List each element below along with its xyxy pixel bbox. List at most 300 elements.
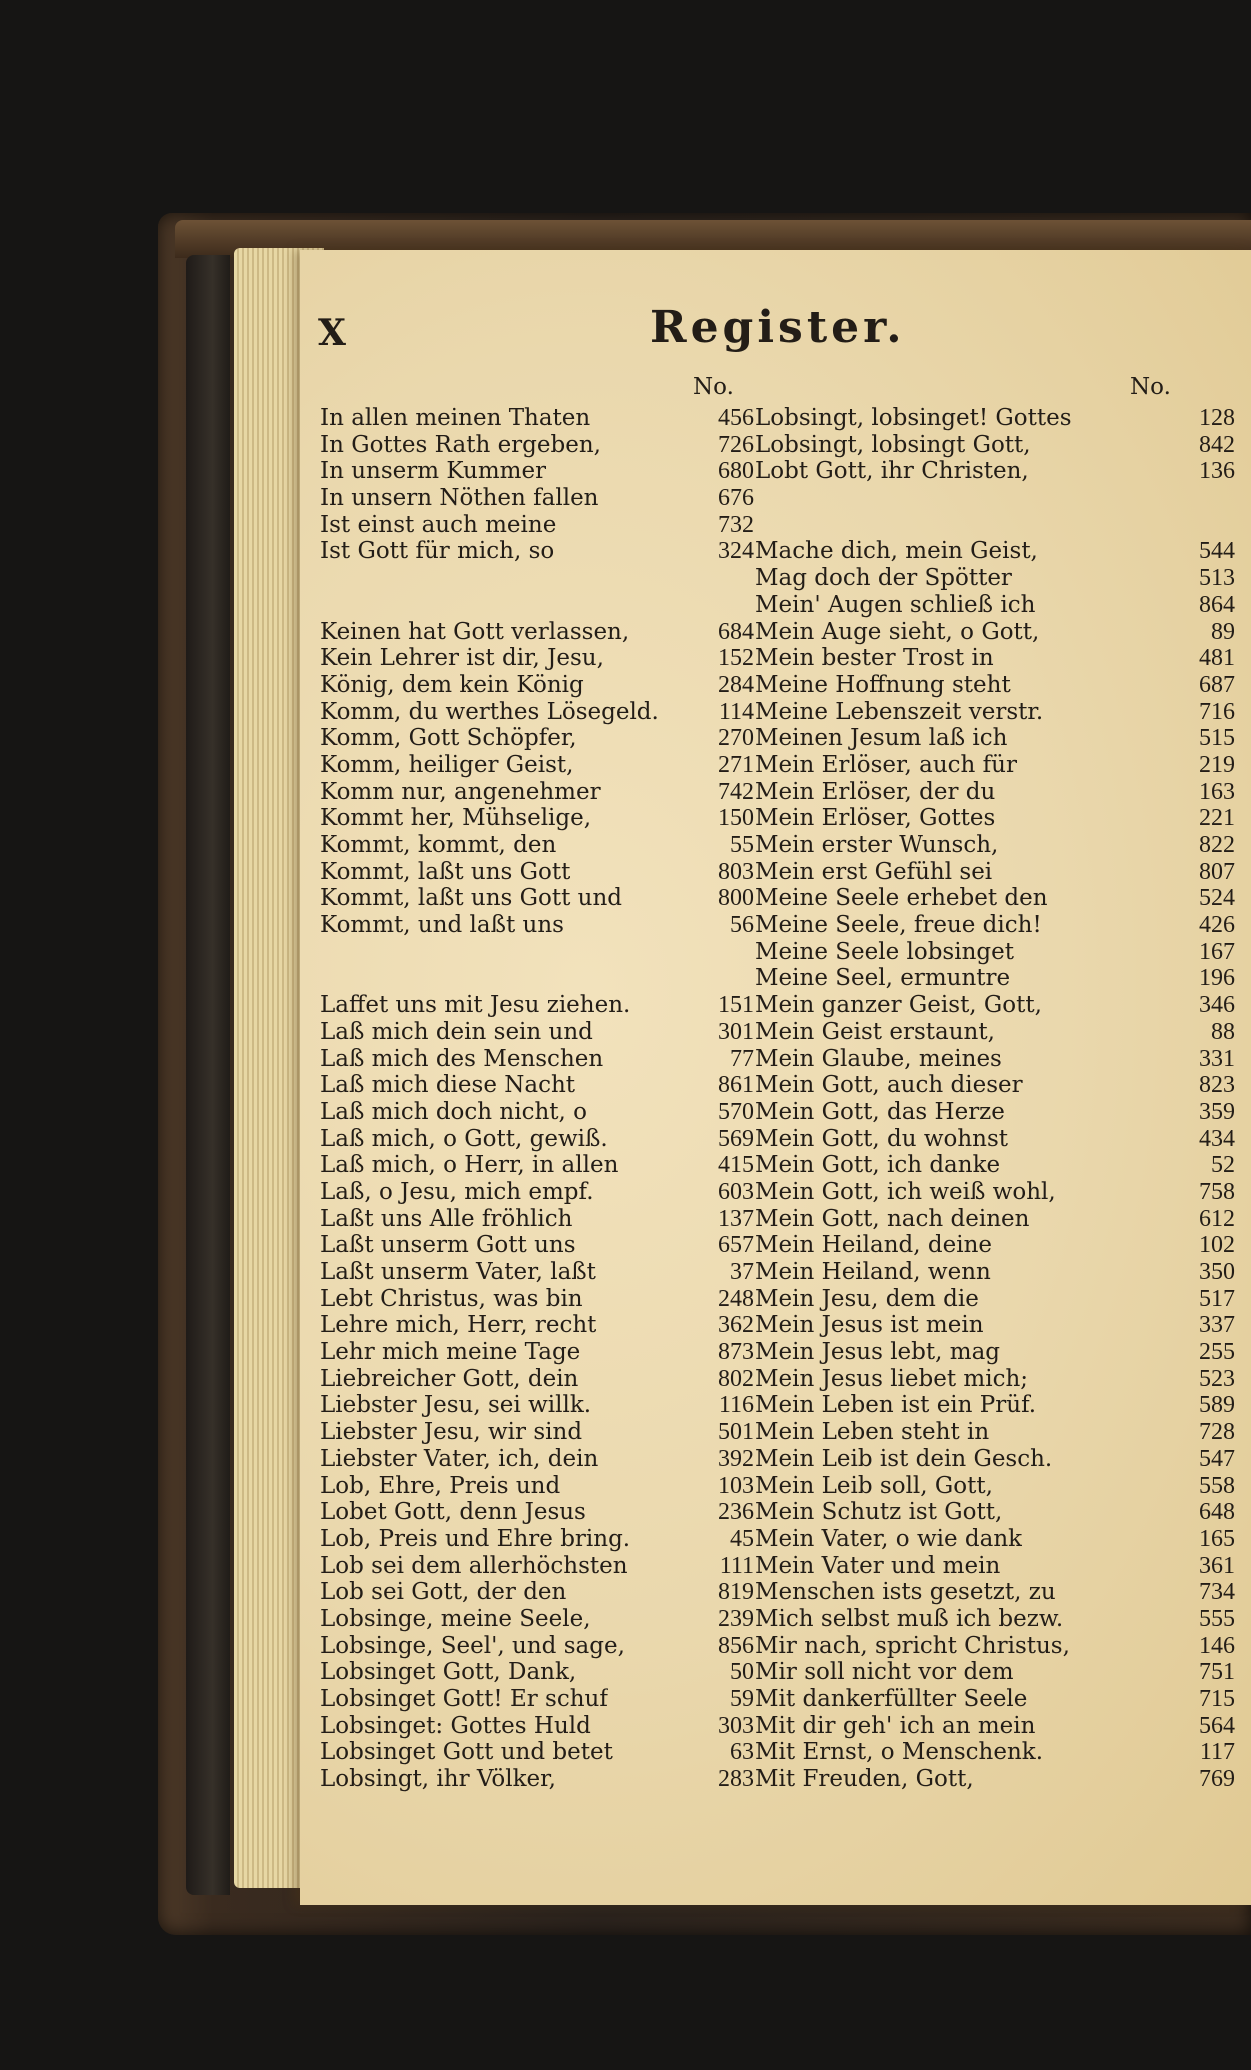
index-entry (320, 1553, 760, 1580)
entry-hymn-number: 331 (1199, 1045, 1235, 1072)
entry-hymn-number: 221 (1199, 805, 1235, 832)
entry-title: Meinen Jesum laß ich (755, 725, 1008, 752)
index-entry (755, 939, 1235, 966)
entry-title: In unsern Nöthen fallen (320, 485, 599, 512)
index-page (300, 250, 1251, 1905)
entry-title: Mit dir geh' ich an mein (755, 1712, 1036, 1739)
index-entry (755, 725, 1235, 752)
page-title: Register. (650, 302, 906, 353)
index-entry (320, 1579, 760, 1606)
index-entry (320, 432, 760, 459)
index-entry (320, 538, 760, 565)
index-column-right (755, 405, 1235, 1793)
entry-hymn-number: 303 (718, 1712, 754, 1739)
index-entry (320, 1659, 760, 1686)
index-entry (320, 1232, 760, 1259)
entry-hymn-number: 732 (718, 511, 754, 538)
index-entry (755, 805, 1235, 832)
entry-title: Mein Gott, auch dieser (755, 1072, 1023, 1099)
entry-hymn-number: 856 (718, 1632, 754, 1659)
entry-hymn-number: 50 (730, 1659, 754, 1686)
entry-hymn-number: 89 (1211, 618, 1235, 645)
entry-title: Mein ganzer Geist, Gott, (755, 992, 1042, 1019)
index-entry (320, 1366, 760, 1393)
entry-hymn-number: 800 (718, 885, 754, 912)
entry-hymn-number: 802 (718, 1365, 754, 1392)
index-entry (755, 1633, 1235, 1660)
index-entry (320, 1099, 760, 1126)
entry-title: Liebster Jesu, wir sind (320, 1419, 583, 1446)
entry-title: Mag doch der Spötter (755, 565, 1012, 592)
entry-hymn-number: 146 (1199, 1632, 1235, 1659)
entry-hymn-number: 346 (1199, 992, 1235, 1019)
entry-title: Laßt uns Alle fröhlich (320, 1205, 573, 1232)
entry-hymn-number: 77 (730, 1045, 754, 1072)
entry-title: Mein Leib soll, Gott, (755, 1472, 993, 1499)
entry-title: Mein Glaube, meines (755, 1045, 1002, 1072)
index-entry (320, 1419, 760, 1446)
entry-title: Mein' Augen schließ ich (755, 591, 1036, 618)
index-entry (320, 992, 760, 1019)
entry-hymn-number: 807 (1199, 858, 1235, 885)
entry-title: In unserm Kummer (320, 458, 547, 485)
index-entry (320, 1766, 760, 1793)
entry-title: Mein bester Trost in (755, 645, 994, 672)
entry-title: Mein Gott, nach deinen (755, 1205, 1030, 1232)
index-entry (320, 1312, 760, 1339)
entry-title: Lob sei Gott, der den (320, 1579, 567, 1606)
entry-hymn-number: 239 (718, 1605, 754, 1632)
entry-title: In allen meinen Thaten (320, 405, 591, 431)
entry-title: Mein Heiland, deine (755, 1232, 993, 1259)
group-spacer (755, 485, 1235, 538)
entry-title: Kommt, kommt, den (320, 832, 557, 859)
index-entry (320, 1259, 760, 1286)
group-spacer (320, 939, 760, 992)
index-entry (755, 1072, 1235, 1099)
entry-title: Mein Vater, o wie dank (755, 1525, 1023, 1552)
entry-hymn-number: 547 (1199, 1445, 1235, 1472)
page-number: X (318, 312, 345, 354)
entry-title: Mein Erlöser, der du (755, 778, 996, 805)
entry-hymn-number: 151 (718, 992, 754, 1019)
entry-hymn-number: 715 (1199, 1686, 1235, 1713)
index-entry (320, 458, 760, 485)
index-entry (320, 1206, 760, 1233)
entry-title: Laffet uns mit Jesu ziehen. (320, 992, 631, 1019)
entry-title: Komm, heiliger Geist, (320, 751, 574, 778)
entry-hymn-number: 270 (718, 725, 754, 752)
index-entry (755, 1206, 1235, 1233)
entry-title: Mein Erlöser, auch für (755, 751, 1017, 778)
index-entry (320, 699, 760, 726)
index-entry (755, 1339, 1235, 1366)
index-entry (320, 672, 760, 699)
entry-title: Liebreicher Gott, dein (320, 1365, 579, 1392)
index-entry (755, 1019, 1235, 1046)
index-entry (320, 1499, 760, 1526)
entry-hymn-number: 544 (1199, 538, 1235, 565)
index-entry (320, 805, 760, 832)
index-entry (320, 1446, 760, 1473)
entry-title: Komm, Gott Schöpfer, (320, 725, 577, 752)
entry-title: Lob sei dem allerhöchsten (320, 1552, 628, 1579)
entry-hymn-number: 612 (1199, 1205, 1235, 1232)
entry-hymn-number: 555 (1199, 1605, 1235, 1632)
index-entry (755, 885, 1235, 912)
entry-hymn-number: 359 (1199, 1098, 1235, 1125)
index-entry (755, 779, 1235, 806)
entry-hymn-number: 716 (1199, 698, 1235, 725)
entry-title: Mein Leib ist dein Gesch. (755, 1445, 1053, 1472)
entry-title: Lobt Gott, ihr Christen, (755, 458, 1029, 485)
entry-hymn-number: 324 (718, 538, 754, 565)
entry-hymn-number: 117 (1199, 1739, 1235, 1766)
entry-hymn-number: 524 (1199, 885, 1235, 912)
index-entry (755, 1046, 1235, 1073)
entry-hymn-number: 63 (730, 1739, 754, 1766)
index-entry (320, 1046, 760, 1073)
entry-hymn-number: 657 (718, 1232, 754, 1259)
entry-hymn-number: 570 (718, 1098, 754, 1125)
index-entry (320, 725, 760, 752)
entry-hymn-number: 37 (730, 1259, 754, 1286)
index-entry (755, 1499, 1235, 1526)
index-entry (320, 1392, 760, 1419)
entry-title: Laß mich des Menschen (320, 1045, 604, 1072)
column-heading-right: No. (1130, 374, 1171, 400)
index-entry (320, 1686, 760, 1713)
index-entry (320, 1739, 760, 1766)
entry-hymn-number: 196 (1199, 965, 1235, 992)
entry-title: Laß mich, o Gott, gewiß. (320, 1125, 608, 1152)
index-entry (755, 432, 1235, 459)
index-entry (320, 1019, 760, 1046)
entry-hymn-number: 861 (718, 1072, 754, 1099)
entry-title: Mein Jesus liebet mich; (755, 1365, 1029, 1392)
index-entry (755, 1419, 1235, 1446)
entry-hymn-number: 676 (718, 485, 754, 512)
index-entry (320, 512, 760, 539)
entry-hymn-number: 283 (718, 1766, 754, 1793)
index-entry (755, 538, 1235, 565)
index-entry (320, 859, 760, 886)
entry-hymn-number: 822 (1199, 832, 1235, 859)
index-entry (320, 1286, 760, 1313)
entry-hymn-number: 726 (718, 431, 754, 458)
entry-hymn-number: 219 (1199, 751, 1235, 778)
entry-title: Meine Seele, freue dich! (755, 912, 1042, 939)
index-entry (755, 992, 1235, 1019)
entry-title: Lobsinget Gott und betet (320, 1739, 613, 1766)
entry-title: Meine Hoffnung steht (755, 671, 1011, 698)
entry-title: Mein Gott, ich danke (755, 1152, 1001, 1179)
index-entry (755, 1579, 1235, 1606)
entry-hymn-number: 680 (718, 458, 754, 485)
entry-title: Lobsingt, ihr Völker, (320, 1766, 556, 1793)
entry-title: Mache dich, mein Geist, (755, 538, 1038, 565)
entry-title: Lobsinget: Gottes Huld (320, 1712, 591, 1739)
entry-title: Lobsinget Gott, Dank, (320, 1659, 577, 1686)
entry-title: Laßt unserm Vater, laßt (320, 1259, 596, 1286)
entry-title: Keinen hat Gott verlassen, (320, 618, 630, 645)
index-entry (320, 1072, 760, 1099)
entry-hymn-number: 523 (1199, 1365, 1235, 1392)
index-entry (320, 1526, 760, 1553)
entry-title: Liebster Jesu, sei willk. (320, 1392, 592, 1419)
entry-hymn-number: 350 (1199, 1259, 1235, 1286)
entry-title: Laß mich doch nicht, o (320, 1098, 587, 1125)
entry-title: Lob, Preis und Ehre bring. (320, 1525, 631, 1552)
entry-title: Mein Gott, du wohnst (755, 1125, 1009, 1152)
index-entry (755, 1312, 1235, 1339)
entry-hymn-number: 751 (1199, 1659, 1235, 1686)
entry-title: Mein Erlöser, Gottes (755, 805, 996, 832)
entry-hymn-number: 803 (718, 858, 754, 885)
entry-hymn-number: 742 (718, 778, 754, 805)
index-entry (320, 485, 760, 512)
entry-hymn-number: 873 (718, 1339, 754, 1366)
entry-title: Lehre mich, Herr, recht (320, 1312, 597, 1339)
entry-title: Mein Vater und mein (755, 1552, 1001, 1579)
index-entry (755, 592, 1235, 619)
entry-title: Laßt unserm Gott uns (320, 1232, 576, 1259)
entry-title: Kommt, laßt uns Gott (320, 858, 571, 885)
entry-hymn-number: 116 (718, 1392, 754, 1419)
entry-hymn-number: 150 (718, 805, 754, 832)
entry-hymn-number: 102 (1199, 1232, 1235, 1259)
column-heading-left: No. (693, 374, 734, 400)
index-entry (755, 1473, 1235, 1500)
index-entry (755, 565, 1235, 592)
entry-title: Lobsinget Gott! Er schuf (320, 1686, 608, 1713)
index-entry (755, 1686, 1235, 1713)
entry-title: König, dem kein König (320, 671, 584, 698)
index-entry (755, 405, 1235, 432)
entry-hymn-number: 734 (1199, 1579, 1235, 1606)
index-entry (755, 1099, 1235, 1126)
entry-title: Mein Gott, das Herze (755, 1098, 1005, 1125)
index-entry (755, 965, 1235, 992)
index-entry (320, 1713, 760, 1740)
entry-hymn-number: 52 (1211, 1152, 1235, 1179)
index-entry (755, 859, 1235, 886)
index-entry (320, 752, 760, 779)
index-column-left (320, 405, 760, 1793)
entry-hymn-number: 513 (1199, 565, 1235, 592)
entry-title: Mein Schutz ist Gott, (755, 1499, 1003, 1526)
index-entry (755, 1739, 1235, 1766)
index-entry (755, 672, 1235, 699)
index-entry (755, 1366, 1235, 1393)
index-entry (755, 1286, 1235, 1313)
entry-title: Mein Leben steht in (755, 1419, 990, 1446)
index-entry (320, 832, 760, 859)
entry-hymn-number: 301 (718, 1018, 754, 1045)
index-entry (755, 1152, 1235, 1179)
entry-title: Ist einst auch meine (320, 511, 557, 538)
entry-title: Lob, Ehre, Preis und (320, 1472, 561, 1499)
index-entry (320, 912, 760, 939)
entry-hymn-number: 361 (1199, 1552, 1235, 1579)
index-entry (320, 1606, 760, 1633)
entry-hymn-number: 163 (1199, 778, 1235, 805)
entry-title: Mein erst Gefühl sei (755, 858, 993, 885)
entry-hymn-number: 271 (718, 751, 754, 778)
entry-hymn-number: 564 (1199, 1712, 1235, 1739)
index-entry (320, 1179, 760, 1206)
entry-title: Laß mich, o Herr, in allen (320, 1152, 619, 1179)
entry-hymn-number: 59 (730, 1686, 754, 1713)
entry-title: Mich selbst muß ich bezw. (755, 1605, 1064, 1632)
entry-title: Lobsinge, Seel', und sage, (320, 1632, 625, 1659)
entry-hymn-number: 103 (718, 1472, 754, 1499)
entry-title: Menschen ists gesetzt, zu (755, 1579, 1056, 1606)
index-entry (755, 1232, 1235, 1259)
entry-title: Meine Seele erhebet den (755, 885, 1048, 912)
index-entry (755, 1553, 1235, 1580)
entry-hymn-number: 255 (1199, 1339, 1235, 1366)
entry-title: Lobsingt, lobsingt Gott, (755, 431, 1031, 458)
entry-hymn-number: 434 (1199, 1125, 1235, 1152)
entry-hymn-number: 648 (1199, 1499, 1235, 1526)
entry-hymn-number: 842 (1199, 431, 1235, 458)
entry-title: Laß, o Jesu, mich empf. (320, 1178, 594, 1205)
entry-title: Mein erster Wunsch, (755, 832, 999, 859)
group-spacer (320, 565, 760, 618)
entry-title: Mein Auge sieht, o Gott, (755, 618, 1040, 645)
entry-hymn-number: 152 (718, 645, 754, 672)
entry-title: Mit dankerfüllter Seele (755, 1686, 1028, 1713)
index-entry (320, 779, 760, 806)
entry-hymn-number: 758 (1199, 1178, 1235, 1205)
entry-hymn-number: 589 (1199, 1392, 1235, 1419)
entry-hymn-number: 111 (719, 1552, 754, 1579)
entry-title: Lebt Christus, was bin (320, 1285, 583, 1312)
index-entry (320, 1339, 760, 1366)
entry-hymn-number: 284 (718, 671, 754, 698)
index-entry (755, 645, 1235, 672)
entry-hymn-number: 415 (718, 1152, 754, 1179)
entry-hymn-number: 136 (1199, 458, 1235, 485)
entry-hymn-number: 392 (718, 1445, 754, 1472)
entry-hymn-number: 45 (730, 1525, 754, 1552)
entry-hymn-number: 819 (718, 1579, 754, 1606)
entry-hymn-number: 165 (1199, 1525, 1235, 1552)
entry-hymn-number: 362 (718, 1312, 754, 1339)
entry-hymn-number: 558 (1199, 1472, 1235, 1499)
index-entry (755, 1713, 1235, 1740)
entry-title: Lehr mich meine Tage (320, 1339, 581, 1366)
entry-title: Mein Leben ist ein Prüf. (755, 1392, 1037, 1419)
entry-title: Ist Gott für mich, so (320, 538, 555, 565)
index-entry (755, 1766, 1235, 1793)
book-spine-edge (186, 255, 230, 1895)
entry-title: Kein Lehrer ist dir, Jesu, (320, 645, 604, 672)
index-entry (755, 752, 1235, 779)
entry-hymn-number: 88 (1211, 1018, 1235, 1045)
index-entry (755, 1659, 1235, 1686)
entry-title: Meine Seele lobsinget (755, 938, 1014, 965)
entry-hymn-number: 137 (718, 1205, 754, 1232)
index-entry (755, 699, 1235, 726)
index-entry (320, 885, 760, 912)
entry-title: Mit Freuden, Gott, (755, 1766, 974, 1793)
entry-hymn-number: 114 (718, 698, 754, 725)
index-entry (320, 1633, 760, 1660)
index-entry (755, 1126, 1235, 1153)
entry-hymn-number: 56 (730, 912, 754, 939)
entry-hymn-number: 481 (1199, 645, 1235, 672)
entry-hymn-number: 55 (730, 832, 754, 859)
index-entry (320, 1473, 760, 1500)
index-entry (320, 1126, 760, 1153)
entry-title: Kommt her, Mühselige, (320, 805, 592, 832)
index-entry (755, 912, 1235, 939)
entry-title: Mein Jesus lebt, mag (755, 1339, 1001, 1366)
index-entry (755, 1606, 1235, 1633)
entry-hymn-number: 603 (718, 1178, 754, 1205)
entry-title: Kommt, laßt uns Gott und (320, 885, 622, 912)
entry-title: Mein Jesus ist mein (755, 1312, 984, 1339)
entry-title: Mir nach, spricht Christus, (755, 1632, 1070, 1659)
entry-hymn-number: 728 (1199, 1419, 1235, 1446)
entry-hymn-number: 248 (718, 1285, 754, 1312)
index-entry (320, 405, 760, 432)
index-entry (755, 832, 1235, 859)
entry-title: Laß mich dein sein und (320, 1018, 593, 1045)
entry-title: Mein Geist erstaunt, (755, 1018, 995, 1045)
entry-title: Mein Heiland, wenn (755, 1259, 991, 1286)
entry-hymn-number: 687 (1199, 671, 1235, 698)
entry-hymn-number: 569 (718, 1125, 754, 1152)
index-entry (755, 1259, 1235, 1286)
entry-title: Mir soll nicht vor dem (755, 1659, 1014, 1686)
entry-title: Mein Gott, ich weiß wohl, (755, 1178, 1056, 1205)
entry-title: Lobsinge, meine Seele, (320, 1605, 591, 1632)
index-entry (755, 1526, 1235, 1553)
entry-hymn-number: 337 (1199, 1312, 1235, 1339)
index-entry (755, 619, 1235, 646)
entry-title: Komm nur, angenehmer (320, 778, 601, 805)
index-entry (320, 619, 760, 646)
entry-hymn-number: 456 (718, 405, 754, 431)
entry-title: Meine Lebenszeit verstr. (755, 698, 1044, 725)
entry-title: In Gottes Rath ergeben, (320, 431, 601, 458)
entry-hymn-number: 823 (1199, 1072, 1235, 1099)
entry-hymn-number: 515 (1199, 725, 1235, 752)
entry-hymn-number: 769 (1199, 1766, 1235, 1793)
entry-title: Mit Ernst, o Menschenk. (755, 1739, 1044, 1766)
entry-title: Lobsingt, lobsinget! Gottes (755, 405, 1072, 431)
entry-title: Lobet Gott, denn Jesus (320, 1499, 586, 1526)
index-entry (320, 645, 760, 672)
entry-hymn-number: 864 (1199, 591, 1235, 618)
entry-title: Kommt, und laßt uns (320, 912, 564, 939)
entry-hymn-number: 167 (1199, 938, 1235, 965)
index-entry (320, 1152, 760, 1179)
entry-hymn-number: 128 (1199, 405, 1235, 431)
index-entry (755, 1392, 1235, 1419)
entry-title: Meine Seel, ermuntre (755, 965, 1011, 992)
index-entry (755, 458, 1235, 485)
entry-title: Mein Jesu, dem die (755, 1285, 979, 1312)
index-entry (755, 1446, 1235, 1473)
entry-hymn-number: 236 (718, 1499, 754, 1526)
entry-title: Komm, du werthes Lösegeld. (320, 698, 659, 725)
entry-title: Liebster Vater, ich, dein (320, 1445, 599, 1472)
entry-hymn-number: 684 (718, 618, 754, 645)
